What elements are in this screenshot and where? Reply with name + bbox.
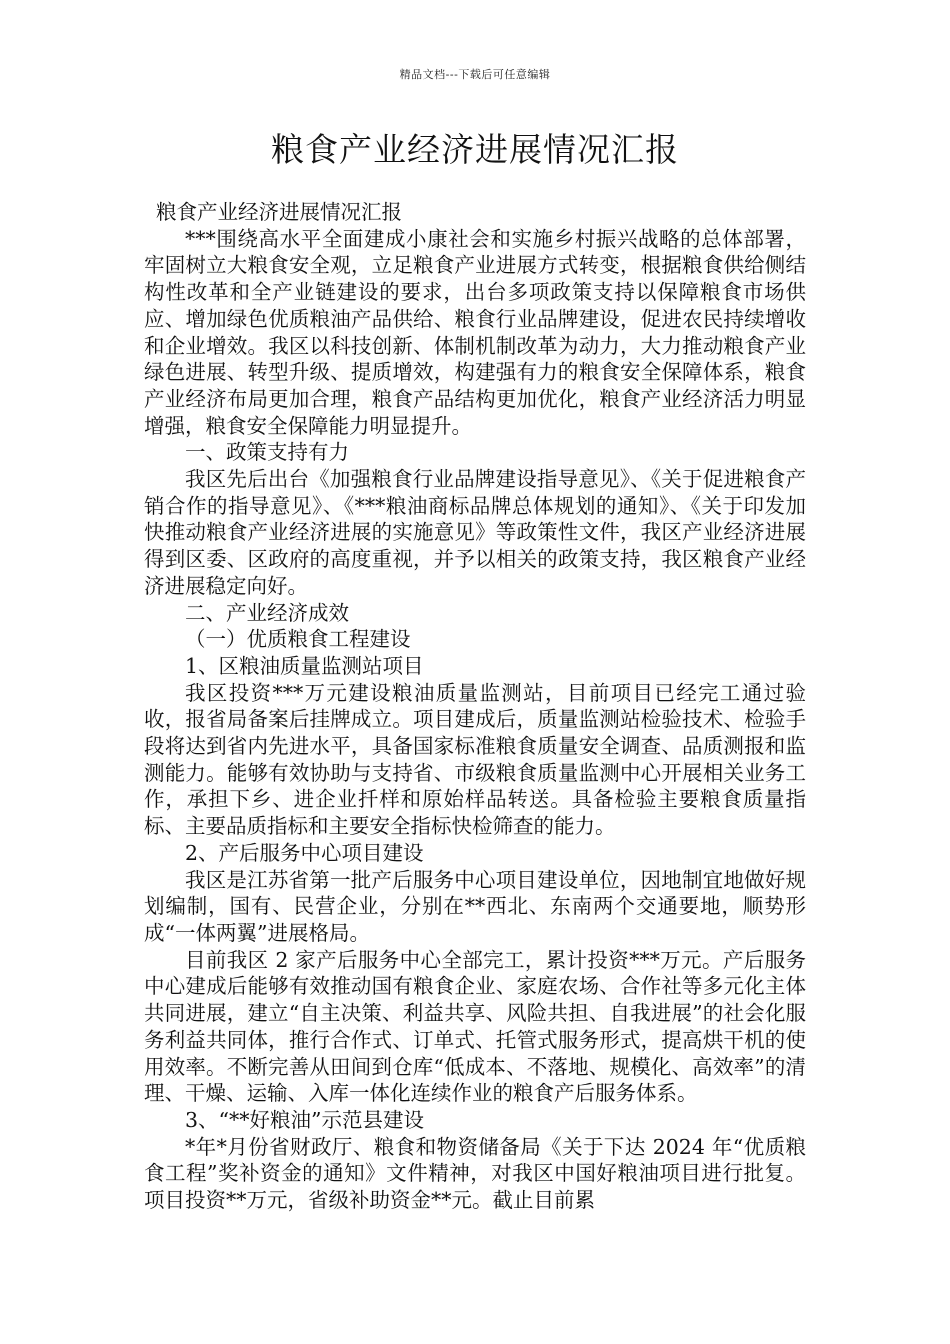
paragraph: 目前我区 2 家产后服务中心全部完工，累计投资***万元。产后服务中心建成后能够有效推动国有粮食企业、家庭农场、合作社等多元化主体共同进展，建立“自主决策、利益共享、风险共担、自我进展”的社会化服务利益共同体，推行合作式、订单式、托管式服务形式，提高烘干机的使用效率。不断完善从田间到仓库“低成本、不落地、规模化、高效率”的清理、干燥、运输、入库一体化连续作业的粮食产后服务体系。 xyxy=(144,947,806,1106)
item-heading: 1、区粮油质量监测站项目 xyxy=(185,653,424,678)
document-title: 粮食产业经济进展情况汇报 xyxy=(271,130,679,169)
paragraph: 我区投资***万元建设粮油质量监测站，目前项目已经完工通过验收，报省局备案后挂牌成立。项目建成后，质量监测站检验技术、检验手段将达到省内先进水平，具备国家标准粮食质量安全调查、品质测报和监测能力。能够有效协助与支持省、市级粮食质量监测中心开展相关业务工作，承担下乡、进企业扦样和原始样品转送。具备检验主要粮食质量指标、主要品质指标和主要安全指标快检筛查的能力。 xyxy=(144,680,806,839)
section-heading: 一、政策支持有力 xyxy=(185,440,349,465)
item-heading: 2、产后服务中心项目建设 xyxy=(185,840,424,865)
paragraph: 我区先后出台《加强粮食行业品牌建设指导意见》、《关于促进粮食产销合作的指导意见》、《***粮油商标品牌总体规划的通知》、《关于印发加快推动粮食产业经济进展的实施意见》等政策性文件，我区产业经济进展得到区委、区政府的高度重视，并予以相关的政策支持，我区粮食产业经济进展稳定向好。 xyxy=(144,467,806,598)
section-heading: 二、产业经济成效 xyxy=(185,600,349,625)
subsection-heading: （一）优质粮食工程建设 xyxy=(185,627,411,652)
paragraph: *年*月份省财政厅、粮食和物资储备局《关于下达 2024 年“优质粮食工程”奖补资金的通知》文件精神，对我区中国好粮油项目进行批复。项目投资**万元，省级补助资金**元。截止目前累 xyxy=(144,1134,806,1213)
paragraph: 我区是江苏省第一批产后服务中心项目建设单位，因地制宜地做好规划编制，国有、民营企业，分别在**西北、东南两个交通要地，顺势形成“一体两翼”进展格局。 xyxy=(144,867,806,945)
body-subtitle: 粮食产业经济进展情况汇报 xyxy=(156,200,402,224)
header-note: 精品文档---下载后可任意编辑 xyxy=(399,68,551,81)
paragraph: ***围绕高水平全面建成小康社会和实施乡村振兴战略的总体部署，牢固树立大粮食安全观，立足粮食产业进展方式转变，根据粮食供给侧结构性改革和全产业链建设的要求，出台多项政策支持以保障粮食市场供应、增加绿色优质粮油产品供给、粮食行业品牌建设，促进农民持续增收和企业增效。我区以科技创新、体制机制改革为动力，大力推动粮食产业绿色进展、转型升级、提质增效，构建强有力的粮食安全保障体系，粮食产业经济布局更加合理，粮食产品结构更加优化，粮食产业经济活力明显增强，粮食安全保障能力明显提升。 xyxy=(144,226,806,438)
document-body xyxy=(144,199,806,1214)
item-heading: 3、“**好粮油”示范县建设 xyxy=(185,1107,425,1132)
